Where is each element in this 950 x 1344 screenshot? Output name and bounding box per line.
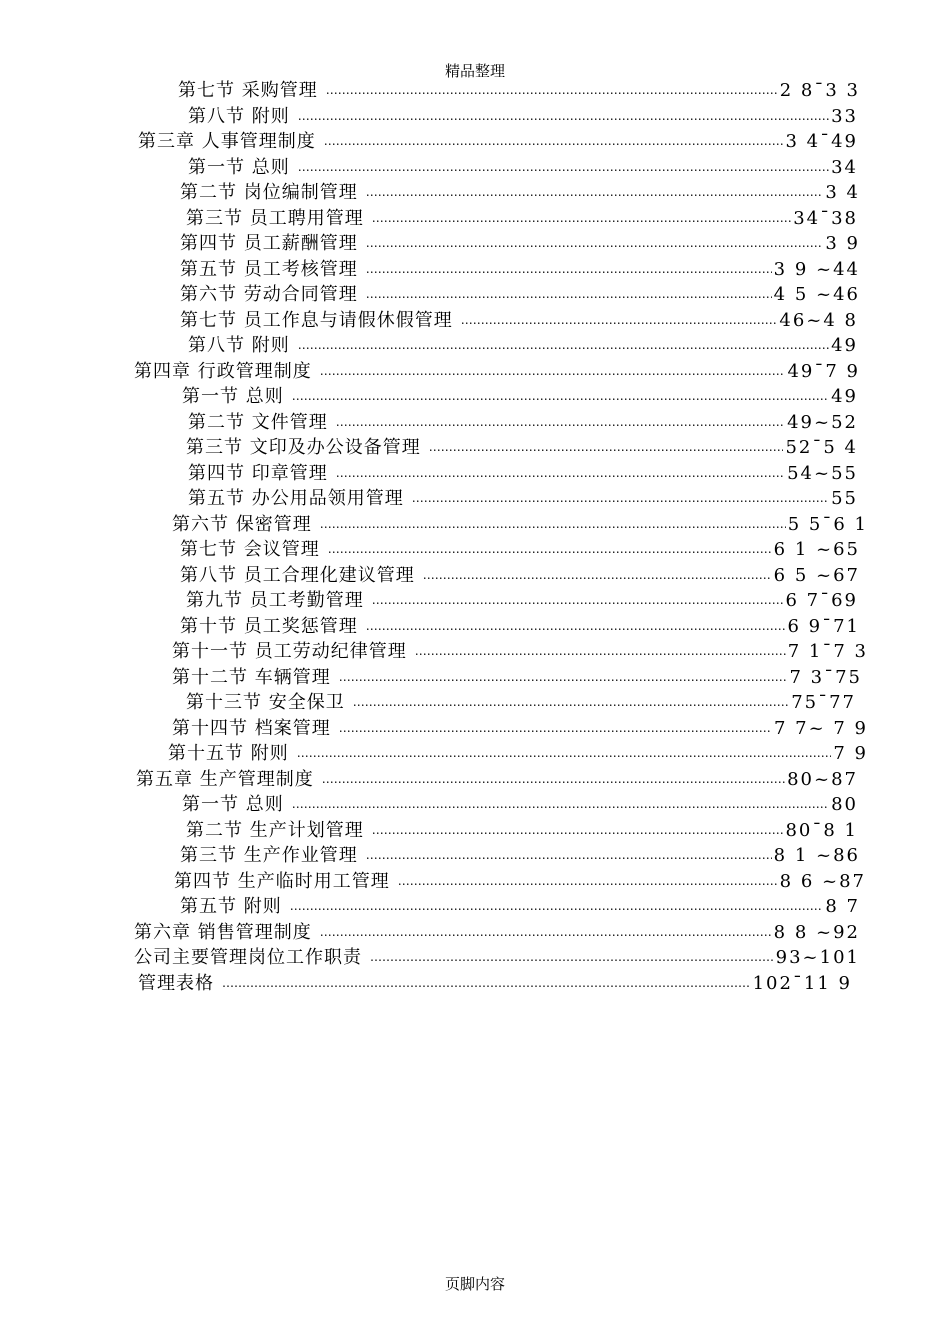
toc-entry-page: 7 3¯75 [789,667,862,688]
toc-entry-title: 第四节 生产临时用工管理 [174,871,390,892]
toc-entry-title: 第五章 生产管理制度 [136,769,314,790]
toc-entry[interactable] [178,78,860,103]
toc-entry-title: 第五节 附则 [180,896,282,917]
toc-entry[interactable] [188,104,858,129]
toc-entry-page: 49 [831,386,858,407]
toc-entry-title: 第二节 岗位编制管理 [180,182,358,203]
dot-leader [336,410,785,435]
toc-entry[interactable] [174,869,866,894]
dot-leader [339,665,788,690]
dot-leader [366,282,772,307]
dot-leader [398,869,778,894]
toc-entry-title: 第一节 总则 [188,157,290,178]
toc-entry-page: 3 4¯49 [785,131,858,152]
toc-entry[interactable] [134,920,860,945]
dot-leader [322,767,785,792]
toc-entry-page: 52¯5 4 [785,437,858,458]
toc-entry[interactable] [172,512,868,537]
dot-leader [298,155,829,180]
toc-entry-title: 第五节 员工考核管理 [180,259,358,280]
toc-entry-title: 第十五节 附则 [168,743,289,764]
toc-entry[interactable] [172,665,862,690]
dot-leader [292,792,829,817]
toc-entry-page: 7 1¯7 3 [787,641,868,662]
toc-entry-page: 80 [831,794,858,815]
toc-entry-title: 第五节 办公用品领用管理 [188,488,404,509]
dot-leader [326,78,778,103]
toc-entry-page: 46~4 8 [779,310,858,331]
toc-entry-title: 管理表格 [138,973,214,994]
toc-entry[interactable] [188,155,858,180]
toc-entry-title: 第八节 附则 [188,106,290,127]
page-footer: 页脚内容 [444,1275,505,1293]
toc-entry[interactable] [180,537,860,562]
toc-entry-page: 5 5¯6 1 [787,514,868,535]
toc-entry-title: 第十三节 安全保卫 [186,692,345,713]
toc-entry[interactable] [186,435,858,460]
toc-entry-title: 第四章 行政管理制度 [134,361,312,382]
dot-leader [366,231,824,256]
toc-entry-title: 第十四节 档案管理 [172,718,331,739]
toc-entry-page: 8 6 ~87 [779,871,866,892]
toc-entry[interactable] [138,129,858,154]
dot-leader [298,333,829,358]
dot-leader [336,461,785,486]
dot-leader [366,257,772,282]
toc-entry[interactable] [134,359,860,384]
toc-entry-title: 第十一节 员工劳动纪律管理 [172,641,407,662]
toc-entry-page: 6 9¯71 [787,616,860,637]
toc-entry[interactable] [180,894,860,919]
toc-entry-title: 第三节 员工聘用管理 [186,208,364,229]
toc-entry-page: 3 9 ~44 [773,259,860,280]
toc-entry[interactable] [180,231,860,256]
dot-leader [324,129,784,154]
toc-entry[interactable] [188,410,858,435]
toc-entry-page: 49¯7 9 [787,361,860,382]
toc-entry-title: 第三章 人事管理制度 [138,131,316,152]
toc-entry-title: 第三节 文印及办公设备管理 [186,437,421,458]
toc-entry-page: 6 5 ~67 [773,565,860,586]
toc-entry-page: 8 8 ~92 [773,922,860,943]
toc-entry-page: 8 7 [825,896,860,917]
toc-entry-page: 54~55 [787,463,858,484]
toc-entry[interactable] [182,384,858,409]
toc-entry-title: 第二节 生产计划管理 [186,820,364,841]
dot-leader [222,971,751,996]
toc-entry[interactable] [188,486,858,511]
toc-entry[interactable] [186,206,858,231]
toc-entry-title: 第四节 印章管理 [188,463,328,484]
toc-entry-page: 80¯8 1 [785,820,858,841]
dot-leader [339,716,772,741]
toc-entry[interactable] [180,308,858,333]
toc-entry[interactable] [180,843,860,868]
dot-leader [297,741,832,766]
dot-leader [290,894,824,919]
dot-leader [292,384,829,409]
toc-entry[interactable] [180,180,860,205]
toc-entry[interactable] [182,792,858,817]
toc-entry-title: 第二节 文件管理 [188,412,328,433]
toc-entry-title: 第十二节 车辆管理 [172,667,331,688]
toc-entry[interactable] [134,945,860,970]
dot-leader [423,563,772,588]
toc-entry-page: 4 5 ~46 [773,284,860,305]
toc-entry-page: 6 1 ~65 [773,539,860,560]
toc-entry-title: 第七节 采购管理 [178,80,318,101]
toc-entry[interactable] [138,971,852,996]
toc-entry-title: 第一节 总则 [182,386,284,407]
toc-entry-page: 102¯11 9 [752,973,852,994]
toc-entry-page: 3 4 [825,182,860,203]
toc-entry[interactable] [186,818,858,843]
toc-entry-page: 6 7¯69 [785,590,858,611]
toc-entry[interactable] [172,716,868,741]
toc-entry-page: 34 [831,157,858,178]
dot-leader [320,512,786,537]
toc-entry-page: 55 [831,488,858,509]
toc-entry-page: 34¯38 [793,208,858,229]
toc-entry[interactable] [186,588,858,613]
toc-entry-title: 第九节 员工考勤管理 [186,590,364,611]
toc-entry[interactable] [168,741,868,766]
toc-entry-title: 第六节 保密管理 [172,514,312,535]
dot-leader [298,104,829,129]
toc-entry-title: 第六节 劳动合同管理 [180,284,358,305]
dot-leader [366,180,824,205]
dot-leader [370,945,774,970]
dot-leader [372,206,791,231]
toc-entry-title: 第四节 员工薪酬管理 [180,233,358,254]
toc-entry-title: 公司主要管理岗位工作职责 [134,947,362,968]
toc-entry-page: 49~52 [787,412,858,433]
toc-entry-page: 49 [831,335,858,356]
toc-entry-page: 3 9 [825,233,860,254]
toc-entry[interactable] [172,639,868,664]
dot-leader [372,818,784,843]
toc-entry-page: 33 [831,106,858,127]
toc-entry[interactable] [180,282,860,307]
dot-leader [320,920,772,945]
dot-leader [429,435,784,460]
toc-entry[interactable] [136,767,858,792]
toc-entry[interactable] [180,614,860,639]
toc-entry[interactable] [188,333,858,358]
toc-entry-title: 第六章 销售管理制度 [134,922,312,943]
toc-entry-title: 第三节 生产作业管理 [180,845,358,866]
toc-entry-title: 第七节 会议管理 [180,539,320,560]
dot-leader [372,588,784,613]
toc-entry-page: 8 1 ~86 [773,845,860,866]
dot-leader [461,308,778,333]
toc-entry-page: 7 7~ 7 9 [773,718,868,739]
dot-leader [412,486,829,511]
dot-leader [366,843,772,868]
toc-entry-title: 第十节 员工奖惩管理 [180,616,358,637]
toc-entry[interactable] [180,257,860,282]
dot-leader [415,639,786,664]
toc-entry[interactable] [188,461,858,486]
dot-leader [328,537,772,562]
dot-leader [320,359,786,384]
dot-leader [353,690,789,715]
toc-entry-title: 第一节 总则 [182,794,284,815]
toc-entry-title: 第八节 附则 [188,335,290,356]
dot-leader [366,614,786,639]
toc-entry-page: 2 8¯3 3 [779,80,860,101]
toc-entry-title: 第七节 员工作息与请假休假管理 [180,310,453,331]
toc-entry[interactable] [180,563,860,588]
toc-entry[interactable] [186,690,856,715]
toc-entry-page: 75¯77 [791,692,856,713]
toc-entry-title: 第八节 员工合理化建议管理 [180,565,415,586]
toc-entry-page: 7 9 [833,743,868,764]
toc-entry-page: 80~87 [787,769,858,790]
toc-entry-page: 93~101 [775,947,860,968]
page-header: 精品整理 [444,62,505,80]
